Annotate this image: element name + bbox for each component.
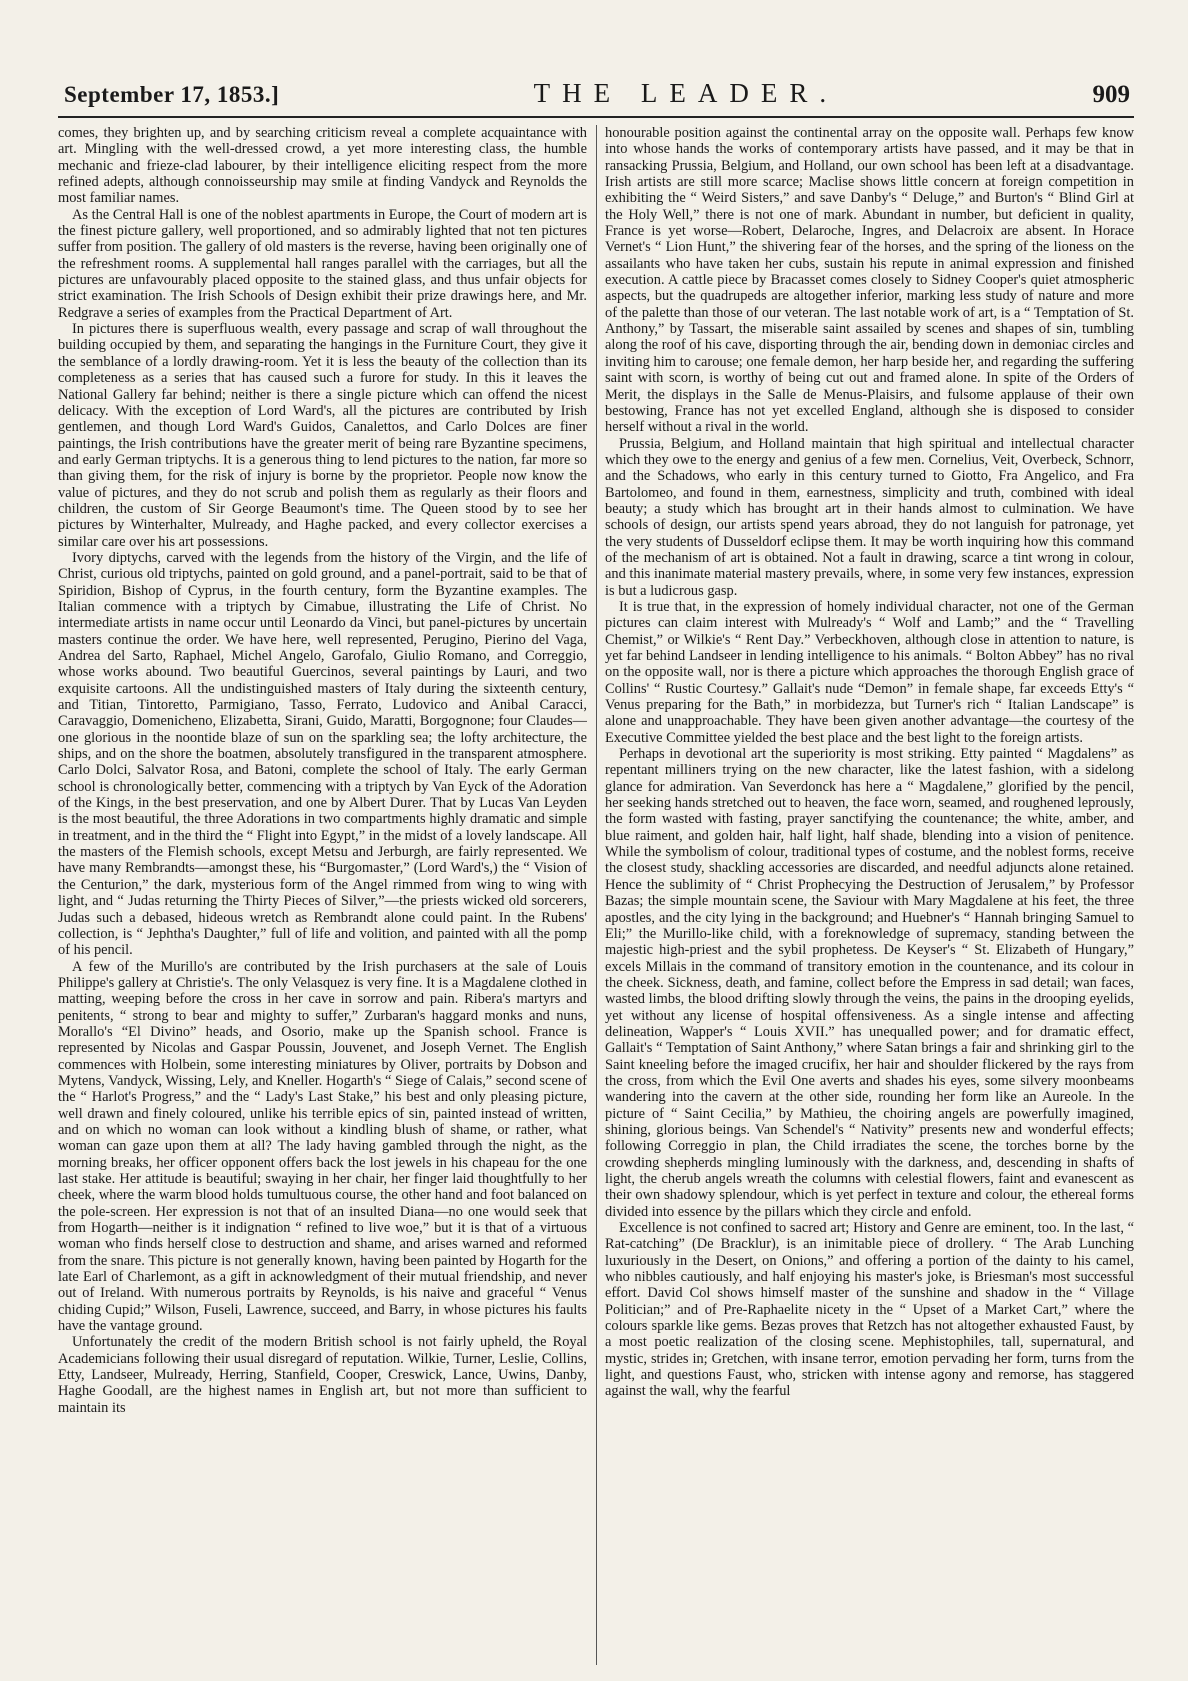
paragraph: As the Central Hall is one of the noblest apartments in Europe, the Court of modern art is the finest picture gallery, well proportioned, and so admirably lighted that not ten pictures suffer from position. The gallery of old masters is the reverse, having been originally one of the refreshment rooms. A supplemental hall ranges parallel with the carriages, but all the pictures are unfavourably placed opposite to the stained glass, and thus unfair objects for strict examination. The Irish Schools of Design exhibit their prize drawings here, and Mr. Redgrave a series of examples from the Practical Department of Art. [58,206,587,321]
paragraph: Unfortunately the credit of the modern British school is not fairly upheld, the Royal Academicians following their usual disregard of reputation. Wilkie, Turner, Leslie, Collins, Etty, Landseer, Mulready, Herring, Stanfield, Cooper, Creswick, Lance, Uwins, Danby, Haghe Goodall, are the highest names in English art, but not more than sufficient to maintain its [58,1334,587,1416]
paragraph: Ivory diptychs, carved with the legends from the history of the Virgin, and the life of Christ, curious old triptychs, painted on gold ground, and a panel-portrait, said to be that of Spiridion, Bishop of Cyprus, in the fourth century, form the Byzantine examples. The Italian commence with a triptych by Cimabue, illustrating the Life of Christ. No intermediate artists in name occur until Leonardo da Vinci, but panel-pictures by uncertain masters continue the order. We have here, well represented, Perugino, Pierino del Vaga, Andrea del Sarto, Raphael, Michel Angelo, Garofalo, Giulio Romano, and Correggio, whose works abound. Two beautiful Guercinos, several paintings by Lauri, and two exquisite cartoons. All the undistinguished masters of Italy during the sixteenth century, and Titian, Tintoretto, Parmigiano, Tasso, Ferrato, Ludovico and Anibal Caracci, Caravaggio, Domenicheno, Elizabetta, Sirani, Guido, Maratti, Borgognone; four Claudes—one glorious in the noontide blaze of sun on the sparkling sea; the lofty architecture, the ships, and on the shore the boatmen, absolutely transfigured in the transparent atmosphere. Carlo Dolci, Salvator Rosa, and Batoni, complete the school of Italy. The early German school is chronologically better, commencing with a triptych by Van Eyck of the Adoration of the Kings, in the best preservation, and one by Albert Durer. That by Lucas Van Leyden is the most beautiful, the three Adorations in two compartments highly dramatic and simple in treatment, and in the third the “ Flight into Egypt,” in the midst of a lovely landscape. All the masters of the Flemish schools, except Metsu and Jerburgh, are fairly represented. We have many Rembrandts—amongst these, his “Burgomaster,” (Lord Ward's,) the “ Vision of the Centurion,” the dark, mysterious form of the Angel rimmed from wing to wing with light, and “ Judas returning the Thirty Pieces of Silver,”—the priests wicked old sorcerers, Judas such a debased, hideous wretch as Rembrandt alone could paint. In the Rubens' collection, is “ Jephtha's Daughter,” full of life and volition, and painted with all the pomp of his pencil. [58,549,587,959]
issue-date: September 17, 1853.] [64,82,280,107]
paragraph: Prussia, Belgium, and Holland maintain that high spiritual and intellectual character which they owe to the energy and genius of a few men. Cornelius, Veit, Overbeck, Schnorr, and the Schadows, who early in this century turned to Giotto, Fra Angelico, and Fra Bartolomeo, and found in them, earnestness, simplicity and truth, combined with ideal beauty; a study which has brought art in their hands almost to culmination. We have schools of design, our artists spend years abroad, they do not languish for patronage, yet the very students of Dusseldorf eclipse them. It may be worth inquiring how this command of the mechanism of art is obtained. Not a fault in drawing, scarce a tint wrong in colour, and this inanimate material mastery prevails, where, in some very few instances, expression is but a ludicrous gasp. [605,435,1134,599]
masthead [58,78,1134,118]
left-column [58,125,587,1665]
paragraph: A few of the Murillo's are contributed by the Irish purchasers at the sale of Louis Philippe's gallery at Christie's. The only Velasquez is very fine. It is a Magdalene clothed in matting, weeping before the cross in her cave in sorrow and pain. Ribera's martyrs and penitents, “ strong to bear and mighty to suffer,” Zurbaran's haggard monks and nuns, Morallo's “El Divino” heads, and Osorio, make up the Spanish school. France is represented by Nicolas and Gaspar Poussin, Jouvenet, and Joseph Vernet. The English commences with Holbein, some interesting miniatures by Oliver, portraits by Dobson and Mytens, Vandyck, Wissing, Lely, and Kneller. Hogarth's “ Siege of Calais,” second scene of the “ Harlot's Progress,” and the “ Lady's Last Stake,” his best and only pleasing picture, well drawn and finely coloured, unlike his terrible epics of sin, painted instead of written, and on which no woman can look without a kindling blush of shame, or rather, what woman can gaze upon them at all? The lady having gambled through the night, as the morning breaks, her officer opponent offers back the lost jewels in his chapeau for the one last stake. Her attitude is beautiful; swaying in her chair, her finger laid thoughtfully to her cheek, where the warm blood holds tumultuous course, the other hand and foot balanced on the pole-screen. Her expression is not that of an insulted Diana—no one would seek that from Hogarth—neither is it indignation “ refined to live woe,” but it is that of a virtuous woman who finds herself close to destruction and shame, and arises warned and reformed from the snare. This picture is not generally known, having been painted by Hogarth for the late Earl of Charlemont, as a gift in acknowledgment of their mutual friendship, and never out of Ireland. With numerous portraits by Reynolds, is his naive and graceful “ Venus chiding Cupid;” Wilson, Fuseli, Lawrence, succeed, and Barry, in whose pictures his faults have the vantage ground. [58,958,587,1335]
paragraph: It is true that, in the expression of homely individual character, not one of the German pictures can claim interest with Mulready's “ Wolf and Lamb;” and the “ Travelling Chemist,” or Wilkie's “ Rent Day.” Verbeckhoven, although close in attention to nature, is yet far behind Landseer in lending intelligence to his animals. “ Bolton Abbey” has no rival on the opposite wall, nor is there a picture which approaches the thorough English grace of Collins' “ Rustic Courtesy.” Gallait's nude “Demon” in female shape, far exceeds Etty's “ Venus preparing for the Bath,” in morbidezza, but Turner's rich “ Italian Landscape” is alone and unapproachable. They have been given another advantage—the courtesy of the Executive Committee yielded the best place and the best light to the foreign artists. [605,598,1134,746]
paragraph: Perhaps in devotional art the superiority is most striking. Etty painted “ Magdalens” as repentant milliners trying on the new character, like the latest fashion, with a sidelong glance for admiration. Van Severdonck has here a “ Magdalene,” glorified by the pencil, her seeking hands stretched out to heaven, the face worn, seamed, and roughened leprously, the form wasted with fasting, prayer sanctifying the countenance; the white, amber, and blue raiment, and golden hair, half light, half shade, blending into a vision of penitence. While the symbolism of colour, traditional types of costume, and the noblest forms, receive the closest study, shackling accessories are discarded, and needful adjuncts alone retained. Hence the sublimity of “ Christ Prophecying the Destruction of Jerusalem,” by Professor Bazas; the simple mountain scene, the Saviour with Mary Magdalene at his feet, the three apostles, and the city lying in the background; and Huebner's “ Hannah bringing Samuel to Eli;” the Murillo-like child, with a foreknowledge of supremacy, standing between the majestic high-priest and the sybil prophetess. De Keyser's “ St. Elizabeth of Hungary,” excels Millais in the command of transitory emotion in the countenance, and its colour in the cheek. Sickness, death, and famine, collect before the Empress in sad detail; wan faces, wasted limbs, the blood drifting slowly through the veins, the pains in the drooping eyelids, yet without any license of hospital offensiveness. As a single intense and affecting delineation, Wapper's “ Louis XVII.” has unequalled power; and for dramatic effect, Gallait's “ Temptation of Saint Anthony,” where Satan brings a fair and shrinking girl to the Saint kneeling before the imaged crucifix, her hair and shoulder flickered by the rays from the cross, from which the Evil One averts and shades his eyes, some silvery moonbeams wandering into the cavern at the other side, rounding her form like an Aureole. In the picture of “ Saint Cecilia,” by Mathieu, the choiring angels are powerfully imagined, shining, glorious beings. Van Schendel's “ Nativity” presents new and wonderful effects; following Correggio in plan, the Child irradiates the scene, the torches borne by the crowding shepherds mingling luminously with the darkness, and, descending in shafts of light, the cherub angels wreath the columns with celestial flowers, faint and evanescent as their own shadowy splendour, which is yet perfect in texture and colour, the ethereal forms divided into essence by the pillars which they circle and enfold. [605,746,1134,1220]
paragraph: comes, they brighten up, and by searching criticism reveal a complete acquaintance with art. Mingling with the well-dressed crowd, a yet more interesting class, the humble mechanic and frieze-clad labourer, by their intelligence eliciting respect from the more refined adepts, although connoisseurship may smile at finding Vandyck and Reynolds the most familiar names. [58,125,587,207]
page-number: 909 [1092,81,1130,108]
column-divider [596,125,597,1665]
paragraph: honourable position against the continental array on the opposite wall. Perhaps few know into whose hands the works of contemporary artists have passed, and it may be that in ransacking Prussia, Belgium, and Holland, our own school has been left at a disadvantage. Irish artists are still more scarce; Maclise shows little concern at foreign competition in exhibiting the “ Weird Sisters,” and save Danby's “ Deluge,” and Burton's “ Blind Girl at the Holy Well,” there is not one of mark. Abundant in number, but deficient in quality, France is yet worse—Robert, Delaroche, Ingres, and Delacroix are absent. In Horace Vernet's “ Lion Hunt,” the shivering fear of the horses, and the spring of the lioness on the assailants who have taken her cubs, sustain his repute in animal expression and finished execution. A cattle piece by Bracasset comes closely to Sidney Cooper's quiet atmospheric aspects, but the quadrupeds are altogether inferior, marking less study of nature and more of the palette than those of our veteran. The last notable work of art, is a “ Temptation of St. Anthony,” by Tassart, the miserable saint assailed by scenes and shapes of sin, tumbling along the roof of his cave, disporting through the air, bending down in demoniac circles and inviting him to carouse; one female demon, her harp beside her, and regarding the suffering saint with scorn, is worthy of being cut out and framed alone. In spite of the Orders of Merit, the displays in the Salle de Menus-Plaisirs, and fulsome applause of their own bestowing, France has not yet excelled England, although she is disposed to consider herself without a rival in the world. [605,125,1134,436]
right-column [605,125,1134,1665]
article-body [58,125,1134,1665]
publication-title: THE LEADER. [533,78,839,108]
paragraph: Excellence is not confined to sacred art; History and Genre are eminent, too. In the last, “ Rat-catching” (De Bracklur), is an inimitable piece of drollery. “ The Arab Lunching luxuriously in the Desert, on Onions,” and offering a portion of the dainty to his camel, who nibbles cautiously, and half enjoying his master's joke, is Briesman's most successful effort. David Col shows himself master of the sunshine and shadow in the “ Village Politician;” and of Pre-Raphaelite nicety in the “ Upset of a Market Cart,” where the colours sparkle like gems. Bezas proves that Retzch has not altogether exhausted Faust, by a most poetic realization of the closing scene. Mephistophiles, tall, supernatural, and mystic, strides in; Gretchen, with insane terror, emotion pervading her form, turns from the light, and questions Faust, who, stricken with intense agony and remorse, has staggered against the wall, why the fearful [605,1220,1134,1400]
paragraph: In pictures there is superfluous wealth, every passage and scrap of wall throughout the building occupied by them, and separating the hangings in the Furniture Court, they give it the semblance of a lordly drawing-room. Yet it is less the beauty of the collection than its completeness as a series that has caused such a furore for study. In this it leaves the National Gallery far behind; neither is there a single picture which can offend the nicest delicacy. With the exception of Lord Ward's, all the pictures are contributed by Irish gentlemen, and though Lord Ward's Guidos, Canalettos, and Carlo Dolces are finer paintings, the Irish contributions have the greater merit of being rare Byzantine specimens, and early German triptychs. It is a generous thing to lend pictures to the nation, far more so than giving them, for the risk of injury is borne by the proprietor. People now know the value of pictures, and they do not scrub and polish them as regularly as their floors and children, the custom of Sir George Beaumont's time. The Queen stood by to see her pictures by Winterhalter, Mulready, and Haghe packed, and every collector exercises a similar care over his art possessions. [58,321,587,550]
